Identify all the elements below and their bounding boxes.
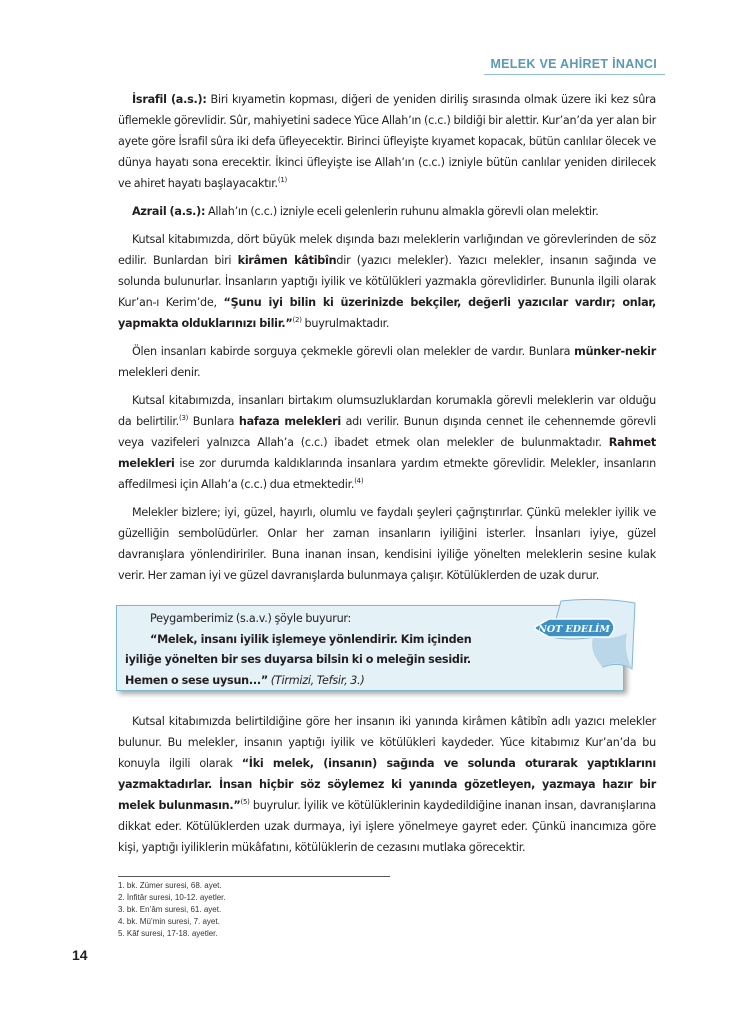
footnote: 4. bk. Mü’min suresi, 7. ayet.: [118, 917, 220, 926]
footnote: 5. Kâf suresi, 17-18. ayetler.: [118, 929, 218, 938]
footnotes: [118, 880, 226, 940]
footnote-ref-3: (3): [178, 414, 189, 422]
footnote: 3. bk. En’âm suresi, 61. ayet.: [118, 905, 222, 914]
footnote-ref-2: (2): [292, 316, 302, 324]
footnote: 2. İnfitâr suresi, 10-12. ayetler.: [118, 893, 226, 902]
page-number: 14: [72, 947, 88, 963]
paragraph-munker-nekir: Ölen insanları kabirde sorguya çekmekle görevli olan melekler de vardır. Bunlara münker-nekir melekleri denir.: [118, 345, 656, 379]
note-intro: Peygamberimiz (s.a.v.) şöyle buyurur:: [150, 612, 352, 625]
header-divider: [484, 74, 665, 75]
paragraph-israfil: İsrafil (a.s.): Biri kıyametin kopması, diğeri de yeniden diriliş sırasında olmak üzere iki kez sûra üflemekle görevlidir. Sûr, mahiyetini sadece Yüce Allah’ın (c.c.) bildiği bir alettir. Kur’an’da yer alan bir ayete göre İsrafil sûra iki defa üfleyecektir. Birinci üfleyişte kıyamet kopacak, bütün canlılar ölecek ve dünya hayatı sona erecektir. İkinci üfleyişte ise Allah’ın (c.c.) izniyle bütün canlılar yeniden dirilecek ve ahiret hayatı başlayacaktır.$^{(1)}$: [118, 93, 656, 190]
quran-quote-1: “Şunu iyi bilin ki üzerinizde bekçiler, değerli yazıcılar vardır; onlar, yapmakta olduklarınızı bilir.”: [118, 296, 656, 330]
hadith-quote: “Melek, insanı iyilik işlemeye yönlendirir. Kim içinden iyiliğe yönelten bir ses duyarsa bilsin ki o meleğin sesidir. Hemen o sese uysun...” (Tirmizi, Tefsir, 3.): [125, 632, 472, 687]
paragraph-hafaza: Kutsal kitabımızda, insanları birtakım olumsuzluklardan korumakla görevli meleklerin var olduğu da belirtilir.$^{(3)}$ Bunlara hafaza melekleri adı verilir. Bunun dışında cennet ile cehennemde görevli veya vazifeleri yalnızca Allah’a (c.c.) ibadet etmek olan melekler de bulunmaktadır. Rahmet melekleri ise zor durumda kaldıklarında insanlara yardım etmekte görevlidir. Melekler, insanların affedilmesi için Allah’a (c.c.) dua etmektedir.$^{(4)}$: [118, 394, 657, 491]
footnote-ref-1: (1): [277, 176, 288, 184]
footnote-divider: [118, 876, 390, 877]
paragraph-kiramen-katibin: Kutsal kitabımızda, dört büyük melek dışında bazı meleklerin varlığından ve görevlerinden de söz edilir. Bunlardan biri kirâmen kâtibîndir (yazıcı melekler). Yazıcı melekler, insanın sağında ve solunda bulunurlar. İnsanların yaptığı iyilik ve kötülükleri yazmakla görevlidirler. Bununla ilgili olarak Kur’an-ı Kerim’de, “Şunu iyi bilin ki üzerinizde bekçiler, değerli yazıcılar vardır; onlar, yapmakta olduklarınızı bilir.”$^{(2)}$ buyrulmaktadır.: [118, 233, 657, 330]
note-tab-icon: [531, 597, 641, 677]
israfil-label: İsrafil (a.s.):: [132, 93, 207, 106]
paragraph-yazici-melekler: Kutsal kitabımızda belirtildiğine göre her insanın iki yanında kirâmen kâtibîn adlı yazıcı melekler bulunur. Bu melekler, insanın yaptığı iyilik ve kötülükleri kaydeder. Yüce kitabımız Kur’an’da bu konuyla ilgili olarak “İki melek, (insanın) sağında ve solunda oturarak yaptıklarını yazmaktadırlar. İnsan hiçbir söz söylemez ki yanında gözetleyen, yazmaya hazır bir melek bulunmasın.”$^{(5)}$ buyrulur. İyilik ve kötülüklerinin kaydedildiğine inanan insan, davranışlarına dikkat eder. Kötülüklerden uzak durmaya, iyi işlere yönelmeye gayret eder. Çünkü inancımıza göre kişi, yaptığı iyiliklerin mükâfatını, kötülüklerin de cezasını mutlaka görecektir.: [118, 715, 656, 854]
body-text-continued: [118, 711, 656, 865]
paragraph-symbol: Melekler bizlere; iyi, güzel, hayırlı, olumlu ve faydalı şeyleri çağrıştırırlar. Çünkü melekler iyilik ve güzelliğin sembolüdürler. Onlar her zaman insanların iyiliğini isterler. İnsanları iyiye, güzel davranışlara yönlendiririler. Buna inanan insan, kendisini iyiliğe yönelten meleklerin sesine kulak verir. Her zaman iyi ve güzel davranışlarda bulunmaya çalışır. Kötülüklerden de uzak durur.: [118, 506, 656, 582]
footnote: 1. bk. Zümer suresi, 68. ayet.: [118, 881, 222, 890]
footnote-ref-5: (5): [240, 798, 250, 806]
section-title: MELEK VE AHİRET İNANCI: [490, 57, 657, 71]
paragraph-azrail: Azrail (a.s.): Allah’ın (c.c.) izniyle eceli gelenlerin ruhunu almakla görevli olan melektir.: [132, 205, 599, 218]
body-text: [118, 89, 656, 593]
azrail-label: Azrail (a.s.):: [132, 205, 206, 218]
quran-quote-2: “İki melek, (insanın) sağında ve solunda oturarak yaptıklarını yazmaktadırlar. İnsan hiçbir söz söylemez ki yanında gözetleyen, yazmaya hazır bir melek bulunmasın.”: [118, 757, 656, 812]
footnote-ref-4: (4): [354, 477, 364, 485]
note-tab-label: NOT EDELİM: [538, 624, 610, 635]
hadith-source: (Tirmizi, Tefsir, 3.): [267, 673, 365, 687]
